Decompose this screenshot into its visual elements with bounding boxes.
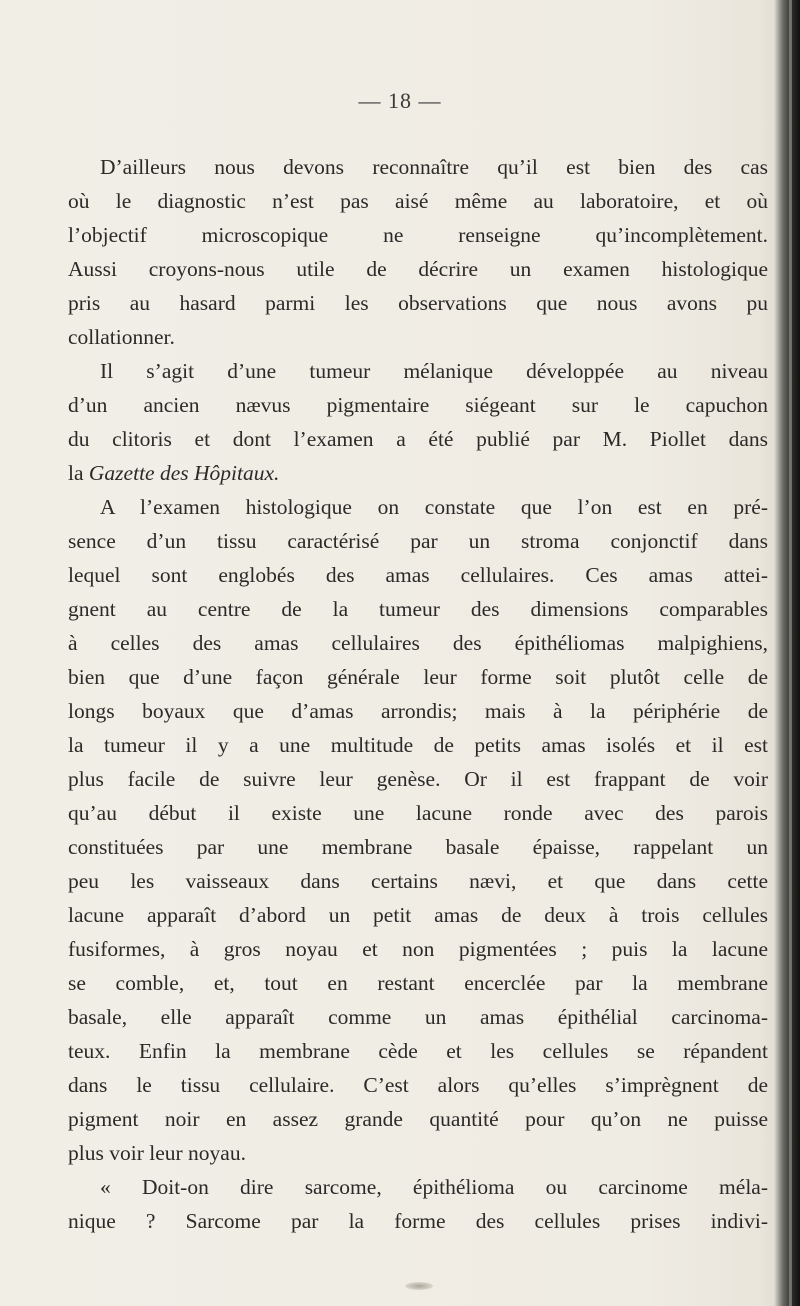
text-line: basale, elle apparaît comme un amas épithélial carcinoma-: [68, 1005, 768, 1029]
text-line: teux. Enfin la membrane cède et les cellules se répandent: [68, 1039, 768, 1063]
text-line: se comble, et, tout en restant encerclée par la membrane: [68, 971, 768, 995]
text-line: la Gazette des Hôpitaux.: [68, 461, 280, 485]
text-line: d’un ancien nævus pigmentaire siégeant sur le capuchon: [68, 393, 768, 417]
text-line: plus facile de suivre leur genèse. Or il est frappant de voir: [68, 767, 768, 791]
text-line: sence d’un tissu caractérisé par un stroma conjonctif dans: [68, 529, 768, 553]
text-line: du clitoris et dont l’examen a été publié par M. Piollet dans: [68, 427, 768, 451]
text-line: bien que d’une façon générale leur forme soit plutôt celle de: [68, 665, 768, 689]
text-line: à celles des amas cellulaires des épithéliomas malpighiens,: [68, 631, 768, 655]
text-line: peu les vaisseaux dans certains nævi, et que dans cette: [68, 869, 768, 893]
text-line: plus voir leur noyau.: [68, 1141, 246, 1165]
text-line: constituées par une membrane basale épaisse, rappelant un: [68, 835, 768, 859]
text-line: pigment noir en assez grande quantité pour qu’on ne puisse: [68, 1107, 768, 1131]
text-line: lacune apparaît d’abord un petit amas de deux à trois cellules: [68, 903, 768, 927]
text-line: longs boyaux que d’amas arrondis; mais à la périphérie de: [68, 699, 768, 723]
page-number: — 18 —: [358, 88, 442, 113]
text-line: Il s’agit d’une tumeur mélanique développée au niveau: [100, 359, 768, 383]
italic-title: Gazette des Hôpitaux.: [88, 461, 280, 485]
text-line: fusiformes, à gros noyau et non pigmentées ; puis la lacune: [68, 937, 768, 961]
text-line: nique ? Sarcome par la forme des cellules prises indivi-: [68, 1209, 768, 1233]
body-text: [68, 150, 768, 1238]
text-line: la tumeur il y a une multitude de petits amas isolés et il est: [68, 733, 768, 757]
text-line: pris au hasard parmi les observations que nous avons pu: [68, 291, 768, 315]
text-line: dans le tissu cellulaire. C’est alors qu’elles s’imprègnent de: [68, 1073, 768, 1097]
text-line: où le diagnostic n’est pas aisé même au laboratoire, et où: [68, 189, 768, 213]
text-line: qu’au début il existe une lacune ronde avec des parois: [68, 801, 768, 825]
ink-smudge: [405, 1282, 433, 1290]
text-line: D’ailleurs nous devons reconnaître qu’il est bien des cas: [100, 155, 768, 179]
text-line: A l’examen histologique on constate que l’on est en pré-: [100, 495, 768, 519]
text-line: lequel sont englobés des amas cellulaires. Ces amas attei-: [68, 563, 768, 587]
page-edge-highlight: [789, 0, 792, 1306]
page-edge-shadow: [774, 0, 800, 1306]
text-line: Aussi croyons-nous utile de décrire un examen histologique: [68, 257, 768, 281]
text-line: « Doit-on dire sarcome, épithélioma ou carcinome méla-: [100, 1175, 768, 1199]
text-line: gnent au centre de la tumeur des dimensions comparables: [68, 597, 768, 621]
text-line: l’objectif microscopique ne renseigne qu’incomplètement.: [68, 223, 768, 247]
text-line: collationner.: [68, 325, 175, 349]
